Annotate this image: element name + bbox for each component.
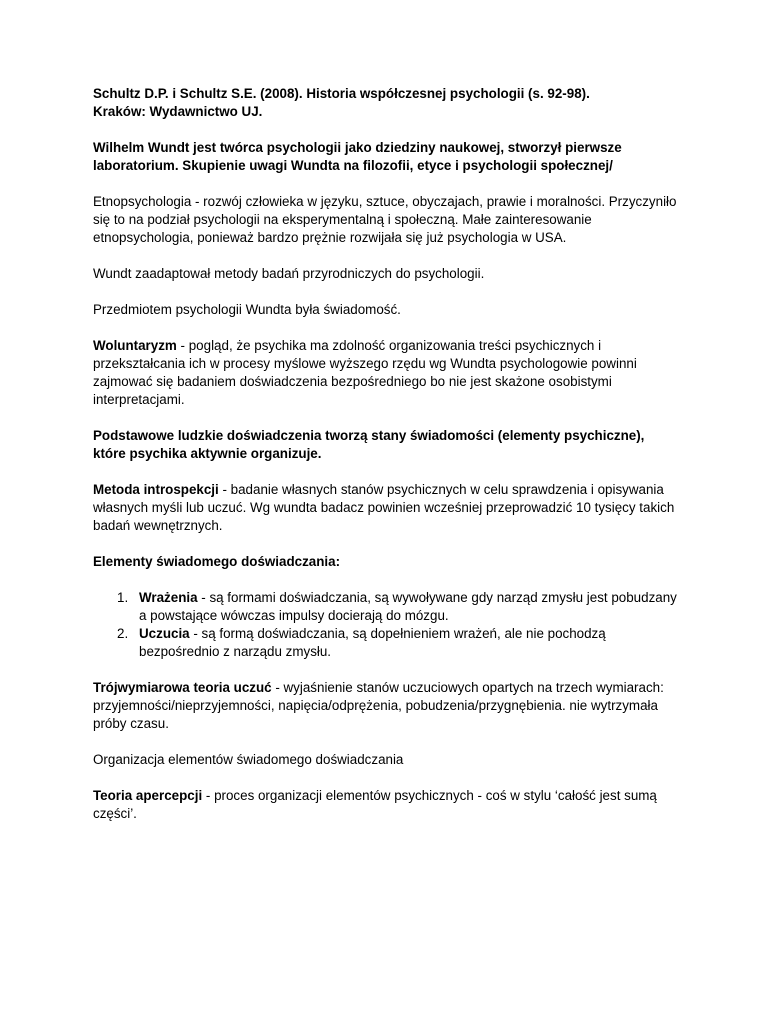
- list-item-term: Uczucia: [139, 626, 190, 641]
- list-item: [93, 625, 680, 661]
- elementy-heading: Elementy świadomego doświadczania:: [93, 554, 341, 569]
- introspekcja-paragraph: [93, 481, 680, 535]
- citation-line-1: Schultz D.P. i Schultz S.E. (2008). Historia współczesnej psychologii (s. 92-98).: [93, 86, 590, 101]
- apercepcja-term: Teoria apercepcji: [93, 788, 203, 803]
- list-item-text: - są formą doświadczania, są dopełnieniem wrażeń, ale nie pochodzą bezpośrednio z narządu zmysłu.: [139, 626, 606, 659]
- list-item-text: - są formami doświadczania, są wywoływane gdy narząd zmysłu jest pobudzany a powstające wówczas impulsy docierają do mózgu.: [139, 590, 677, 623]
- trojwymiarowa-text: - wyjaśnienie stanów uczuciowych opartych na trzech wymiarach: przyjemności/nieprzyjemności, napięcia/odprężenia, pobudzenia/przygnębienia. nie wytrzymała próby czasu.: [93, 680, 664, 731]
- list-item: [93, 589, 680, 625]
- citation-line-2: Kraków: Wydawnictwo UJ.: [93, 104, 263, 119]
- list-item-number: 2.: [117, 626, 129, 641]
- trojwymiarowa-paragraph: [93, 679, 680, 733]
- woluntaryzm-paragraph: [93, 337, 680, 409]
- list-item-term: Wrażenia: [139, 590, 198, 605]
- list-item-number: 1.: [117, 590, 129, 605]
- przedmiot-paragraph: Przedmiotem psychologii Wundta była świadomość.: [93, 302, 401, 317]
- citation: [93, 85, 680, 121]
- woluntaryzm-term: Woluntaryzm: [93, 338, 177, 353]
- apercepcja-paragraph: [93, 787, 680, 823]
- etnopsychologia-paragraph: Etnopsychologia - rozwój człowieka w języku, sztuce, obyczajach, prawie i moralności. Przyczyniło się to na podział psychologii na eksperymentalną i społeczną. Małe zainteresowanie etnopsychologia, ponieważ bardzo prężnie rozwijała się już psychologia w USA.: [93, 194, 677, 245]
- organizacja-paragraph: Organizacja elementów świadomego doświadczania: [93, 752, 404, 767]
- apercepcja-text: - proces organizacji elementów psychicznych - coś w stylu ‘całość jest sumą części’.: [93, 788, 657, 821]
- metody-paragraph: Wundt zaadaptował metody badań przyrodniczych do psychologii.: [93, 266, 485, 281]
- podstawowe-paragraph: Podstawowe ludzkie doświadczenia tworzą stany świadomości (elementy psychiczne), które psychika aktywnie organizuje.: [93, 428, 645, 461]
- introspekcja-text: - badanie własnych stanów psychicznych w celu sprawdzenia i opisywania własnych myśli lub uczuć. Wg wundta badacz powinien wcześniej przeprowadzić 10 tysięcy takich badań wewnętrznych.: [93, 482, 675, 533]
- introspekcja-term: Metoda introspekcji: [93, 482, 219, 497]
- elementy-list: [93, 589, 680, 661]
- intro-paragraph: Wilhelm Wundt jest twórca psychologii jako dziedziny naukowej, stworzył pierwsze laboratorium. Skupienie uwagi Wundta na filozofii, etyce i psychologii społecznej/: [93, 140, 622, 173]
- trojwymiarowa-term: Trójwymiarowa teoria uczuć: [93, 680, 272, 695]
- woluntaryzm-text: - pogląd, że psychika ma zdolność organizowania treści psychicznych i przekształcania ich w procesy myślowe wyższego rzędu wg Wundta psychologowie powinni zajmować się badaniem doświadczenia bezpośredniego bo nie jest skażone osobistymi interpretacjami.: [93, 338, 637, 407]
